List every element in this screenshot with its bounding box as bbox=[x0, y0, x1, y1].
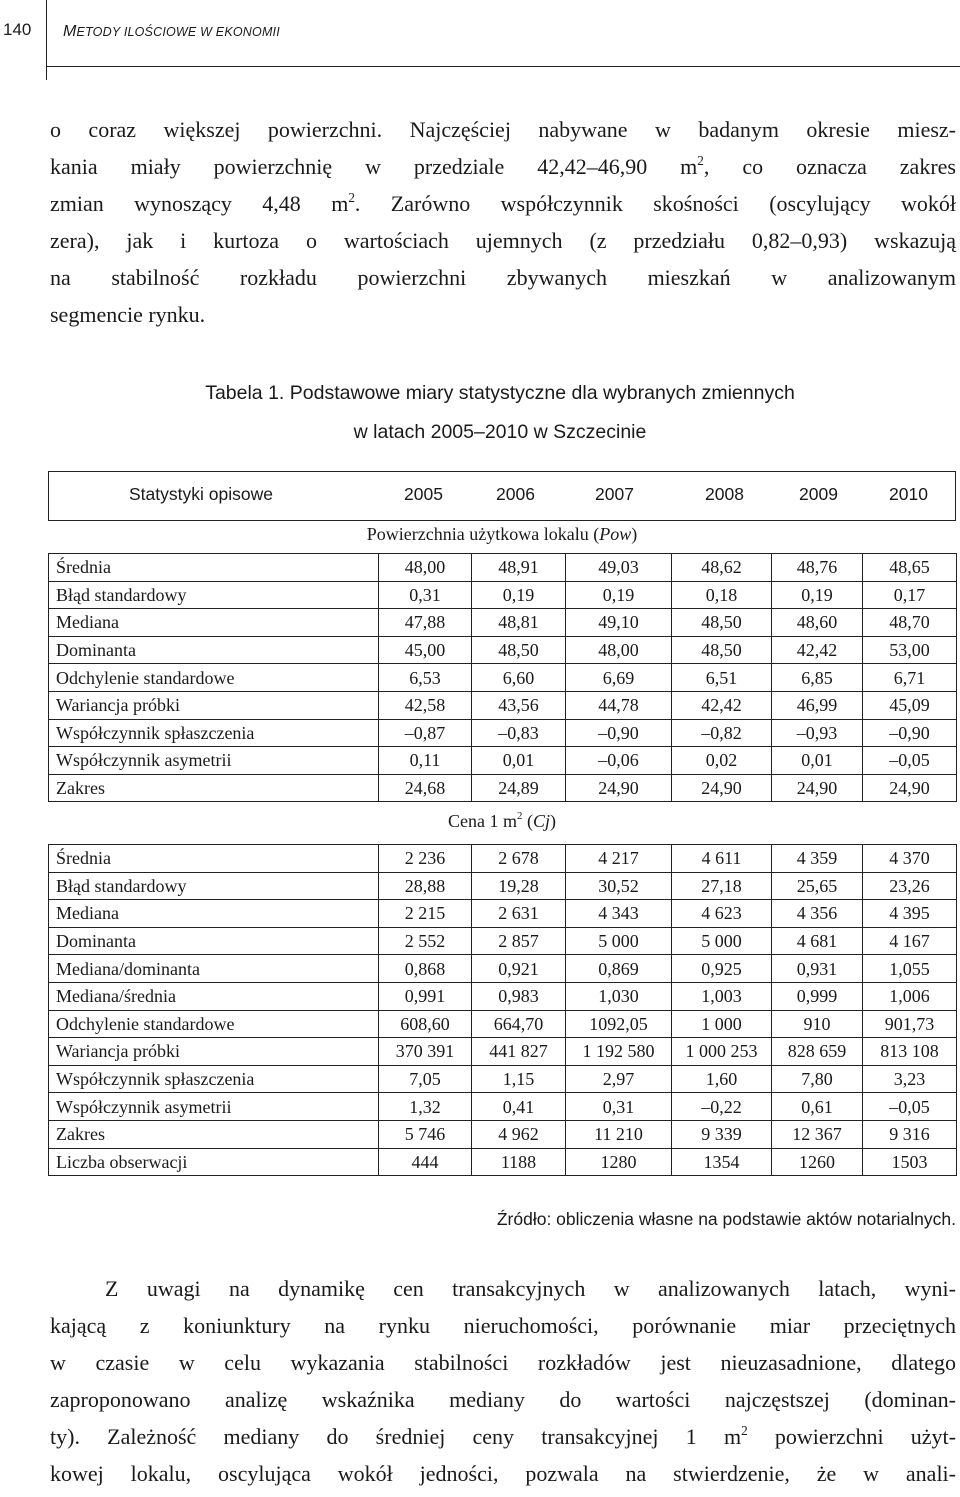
value-cell: 0,01 bbox=[472, 747, 566, 775]
value-cell: 2 215 bbox=[379, 900, 472, 928]
table-row bbox=[49, 900, 957, 928]
table-row bbox=[49, 747, 957, 775]
value-cell: 42,42 bbox=[772, 636, 863, 664]
paragraph-line: zaproponowano analizę wskaźnika mediany do wartości najczęstszej (dominan- bbox=[50, 1387, 956, 1412]
value-cell: 0,31 bbox=[379, 581, 472, 609]
value-cell: 49,03 bbox=[566, 554, 672, 582]
table-row bbox=[49, 1148, 957, 1176]
paragraph-line: w czasie w celu wykazania stabilności rozkładów jest nieuzasadnione, dlatego bbox=[50, 1350, 956, 1375]
value-cell: 48,50 bbox=[472, 636, 566, 664]
value-cell: 0,868 bbox=[379, 955, 472, 983]
value-cell: 44,78 bbox=[566, 691, 672, 719]
table-row bbox=[49, 554, 957, 582]
table-row bbox=[49, 1065, 957, 1093]
paragraph-bottom bbox=[50, 1270, 956, 1492]
table-row bbox=[49, 691, 957, 719]
value-cell: –0,05 bbox=[863, 747, 957, 775]
value-cell: 48,91 bbox=[472, 554, 566, 582]
value-cell: 23,26 bbox=[863, 872, 957, 900]
value-cell: 48,50 bbox=[672, 636, 772, 664]
row-label: Dominanta bbox=[49, 927, 379, 955]
value-cell: 53,00 bbox=[863, 636, 957, 664]
value-cell: 12 367 bbox=[772, 1120, 863, 1148]
value-cell: 6,53 bbox=[379, 664, 472, 692]
value-cell: 24,89 bbox=[472, 774, 566, 802]
value-cell: 42,58 bbox=[379, 691, 472, 719]
table-row bbox=[49, 581, 957, 609]
value-cell: 0,02 bbox=[672, 747, 772, 775]
value-cell: 0,17 bbox=[863, 581, 957, 609]
header-cell: 2007 bbox=[595, 484, 634, 504]
value-cell: 6,60 bbox=[472, 664, 566, 692]
value-cell: 0,19 bbox=[772, 581, 863, 609]
value-cell: 1260 bbox=[772, 1148, 863, 1176]
value-cell: –0,90 bbox=[863, 719, 957, 747]
value-cell: 48,70 bbox=[863, 609, 957, 637]
row-label: Mediana bbox=[49, 609, 379, 637]
table-caption-line-1: Tabela 1. Podstawowe miary statystyczne dla wybranych zmiennych bbox=[205, 382, 795, 404]
row-label: Średnia bbox=[49, 554, 379, 582]
value-cell: 4 623 bbox=[672, 900, 772, 928]
value-cell: –0,87 bbox=[379, 719, 472, 747]
row-label: Współczynnik spłaszczenia bbox=[49, 719, 379, 747]
paragraph-line: zmian wynoszący 4,48 $m^2$. Zarówno współczynnik skośności (oscylujący wokół bbox=[50, 190, 956, 216]
value-cell: 1,60 bbox=[672, 1065, 772, 1093]
table-header-row bbox=[48, 471, 956, 521]
value-cell: 441 827 bbox=[472, 1038, 566, 1066]
value-cell: 901,73 bbox=[863, 1010, 957, 1038]
value-cell: 2 857 bbox=[472, 927, 566, 955]
value-cell: 4 217 bbox=[566, 845, 672, 873]
table-row bbox=[49, 845, 957, 873]
value-cell: 0,999 bbox=[772, 982, 863, 1010]
value-cell: 444 bbox=[379, 1148, 472, 1176]
value-cell: 0,983 bbox=[472, 982, 566, 1010]
value-cell: 48,00 bbox=[379, 554, 472, 582]
value-cell: 6,69 bbox=[566, 664, 672, 692]
value-cell: 48,81 bbox=[472, 609, 566, 637]
table-row bbox=[49, 609, 957, 637]
header-cell: 2005 bbox=[404, 484, 443, 504]
value-cell: 0,18 bbox=[672, 581, 772, 609]
table-row bbox=[49, 927, 957, 955]
value-cell: 24,90 bbox=[863, 774, 957, 802]
value-cell: 47,88 bbox=[379, 609, 472, 637]
value-cell: 0,991 bbox=[379, 982, 472, 1010]
value-cell: –0,22 bbox=[672, 1093, 772, 1121]
value-cell: 5 746 bbox=[379, 1120, 472, 1148]
header-cell: 2008 bbox=[705, 484, 744, 504]
value-cell: 4 167 bbox=[863, 927, 957, 955]
value-cell: 48,65 bbox=[863, 554, 957, 582]
value-cell: 7,05 bbox=[379, 1065, 472, 1093]
value-cell: 1,003 bbox=[672, 982, 772, 1010]
value-cell: 45,00 bbox=[379, 636, 472, 664]
value-cell: 27,18 bbox=[672, 872, 772, 900]
table-row bbox=[49, 774, 957, 802]
value-cell: 1,32 bbox=[379, 1093, 472, 1121]
header-cell: 2010 bbox=[889, 484, 928, 504]
table-row bbox=[49, 1093, 957, 1121]
price-stats-grid bbox=[48, 844, 957, 1176]
value-cell: 24,90 bbox=[772, 774, 863, 802]
value-cell: 48,76 bbox=[772, 554, 863, 582]
value-cell: 6,85 bbox=[772, 664, 863, 692]
value-cell: 664,70 bbox=[472, 1010, 566, 1038]
value-cell: 45,09 bbox=[863, 691, 957, 719]
value-cell: –0,05 bbox=[863, 1093, 957, 1121]
value-cell: 4 359 bbox=[772, 845, 863, 873]
value-cell: 1188 bbox=[472, 1148, 566, 1176]
value-cell: 1,006 bbox=[863, 982, 957, 1010]
row-label: Dominanta bbox=[49, 636, 379, 664]
header-horizontal-rule bbox=[46, 66, 960, 67]
value-cell: 1092,05 bbox=[566, 1010, 672, 1038]
value-cell: 0,31 bbox=[566, 1093, 672, 1121]
value-cell: 48,50 bbox=[672, 609, 772, 637]
running-title-initial: M bbox=[63, 23, 77, 40]
header-cell: Statystyki opisowe bbox=[129, 484, 273, 504]
value-cell: 1,055 bbox=[863, 955, 957, 983]
value-cell: 1,15 bbox=[472, 1065, 566, 1093]
value-cell: 49,10 bbox=[566, 609, 672, 637]
value-cell: 0,41 bbox=[472, 1093, 566, 1121]
value-cell: 4 356 bbox=[772, 900, 863, 928]
value-cell: 3,23 bbox=[863, 1065, 957, 1093]
value-cell: 4 611 bbox=[672, 845, 772, 873]
table-row bbox=[49, 1038, 957, 1066]
value-cell: 2 552 bbox=[379, 927, 472, 955]
value-cell: –0,82 bbox=[672, 719, 772, 747]
value-cell: 2 631 bbox=[472, 900, 566, 928]
area-stats-grid bbox=[48, 553, 957, 802]
value-cell: 9 339 bbox=[672, 1120, 772, 1148]
value-cell: 0,869 bbox=[566, 955, 672, 983]
paragraph-top bbox=[50, 111, 956, 333]
value-cell: 1503 bbox=[863, 1148, 957, 1176]
value-cell: 48,00 bbox=[566, 636, 672, 664]
value-cell: 42,42 bbox=[672, 691, 772, 719]
paragraph-line: o coraz większej powierzchni. Najczęściej nabywane w badanym okresie miesz- bbox=[50, 117, 956, 142]
row-label: Średnia bbox=[49, 845, 379, 873]
value-cell: –0,93 bbox=[772, 719, 863, 747]
row-label: Współczynnik asymetrii bbox=[49, 747, 379, 775]
row-label: Zakres bbox=[49, 774, 379, 802]
paragraph-line: zera), jak i kurtoza o wartościach ujemnych (z przedziału 0,82–0,93) wskazują bbox=[50, 228, 956, 253]
value-cell: 608,60 bbox=[379, 1010, 472, 1038]
paragraph-line: ty). Zależność mediany do średniej ceny transakcyjnej 1 $m^2$ powierzchni użyt- bbox=[50, 1423, 956, 1449]
row-label: Współczynnik asymetrii bbox=[49, 1093, 379, 1121]
section-title-area: Powierzchnia użytkowa lokalu (Pow) bbox=[366, 524, 638, 544]
value-cell: –0,83 bbox=[472, 719, 566, 747]
row-label: Liczba obserwacji bbox=[49, 1148, 379, 1176]
paragraph-line: kowej lokalu, oscylująca wokół jedności, pozwala na stwierdzenie, że w anali- bbox=[50, 1461, 956, 1486]
value-cell: 0,925 bbox=[672, 955, 772, 983]
value-cell: 28,88 bbox=[379, 872, 472, 900]
value-cell: 48,62 bbox=[672, 554, 772, 582]
value-cell: 910 bbox=[772, 1010, 863, 1038]
table-row bbox=[49, 872, 957, 900]
value-cell: 48,60 bbox=[772, 609, 863, 637]
value-cell: 4 395 bbox=[863, 900, 957, 928]
value-cell: 11 210 bbox=[566, 1120, 672, 1148]
value-cell: 46,99 bbox=[772, 691, 863, 719]
paragraph-line: segmencie rynku. bbox=[50, 302, 206, 327]
value-cell: 1 000 253 bbox=[672, 1038, 772, 1066]
row-label: Zakres bbox=[49, 1120, 379, 1148]
paragraph-line: na stabilność rozkładu powierzchni zbywanych mieszkań w analizowanym bbox=[50, 265, 956, 290]
table-row bbox=[49, 1120, 957, 1148]
row-label: Mediana bbox=[49, 900, 379, 928]
value-cell: 370 391 bbox=[379, 1038, 472, 1066]
value-cell: 813 108 bbox=[863, 1038, 957, 1066]
value-cell: 43,56 bbox=[472, 691, 566, 719]
value-cell: 1 000 bbox=[672, 1010, 772, 1038]
value-cell: 5 000 bbox=[566, 927, 672, 955]
value-cell: 0,19 bbox=[566, 581, 672, 609]
header-cell: 2006 bbox=[496, 484, 535, 504]
value-cell: 24,90 bbox=[672, 774, 772, 802]
value-cell: 25,65 bbox=[772, 872, 863, 900]
value-cell: 2 236 bbox=[379, 845, 472, 873]
table-row bbox=[49, 1010, 957, 1038]
table-caption-line-2: w latach 2005–2010 w Szczecinie bbox=[353, 421, 647, 443]
value-cell: 4 370 bbox=[863, 845, 957, 873]
section-title-price: Cena 1 $m^2$ (Cj) bbox=[448, 810, 556, 831]
value-cell: 0,11 bbox=[379, 747, 472, 775]
value-cell: 24,90 bbox=[566, 774, 672, 802]
value-cell: 5 000 bbox=[672, 927, 772, 955]
value-cell: 6,51 bbox=[672, 664, 772, 692]
value-cell: 2,97 bbox=[566, 1065, 672, 1093]
row-label: Współczynnik spłaszczenia bbox=[49, 1065, 379, 1093]
header-vertical-rule bbox=[46, 0, 47, 80]
paragraph-line: kania miały powierzchnię w przedziale 42,42–46,90 $m^2$, co oznacza zakres bbox=[50, 153, 956, 179]
value-cell: 4 343 bbox=[566, 900, 672, 928]
paragraph-line: kającą z koniunktury na rynku nieruchomości, porównanie miar przeciętnych bbox=[50, 1313, 956, 1338]
table-source-note: Źródło: obliczenia własne na podstawie aktów notarialnych. bbox=[496, 1209, 956, 1229]
value-cell: 1280 bbox=[566, 1148, 672, 1176]
value-cell: 0,61 bbox=[772, 1093, 863, 1121]
value-cell: 24,68 bbox=[379, 774, 472, 802]
value-cell: 828 659 bbox=[772, 1038, 863, 1066]
value-cell: 30,52 bbox=[566, 872, 672, 900]
row-label: Wariancja próbki bbox=[49, 1038, 379, 1066]
table-row bbox=[49, 955, 957, 983]
row-label: Błąd standardowy bbox=[49, 872, 379, 900]
value-cell: 0,01 bbox=[772, 747, 863, 775]
page-number: 140 bbox=[3, 20, 32, 39]
value-cell: 4 681 bbox=[772, 927, 863, 955]
table-row bbox=[49, 719, 957, 747]
value-cell: 0,931 bbox=[772, 955, 863, 983]
running-title-rest: ETODY ILOŚCIOWE W EKONOMII bbox=[76, 25, 280, 39]
row-label: Odchylenie standardowe bbox=[49, 664, 379, 692]
value-cell: 6,71 bbox=[863, 664, 957, 692]
row-label: Wariancja próbki bbox=[49, 691, 379, 719]
value-cell: 0,19 bbox=[472, 581, 566, 609]
row-label: Mediana/dominanta bbox=[49, 955, 379, 983]
table-row bbox=[49, 636, 957, 664]
header-cell: 2009 bbox=[799, 484, 838, 504]
table-row bbox=[49, 982, 957, 1010]
running-title bbox=[63, 23, 280, 41]
value-cell: –0,06 bbox=[566, 747, 672, 775]
row-label: Błąd standardowy bbox=[49, 581, 379, 609]
value-cell: 7,80 bbox=[772, 1065, 863, 1093]
value-cell: 1 192 580 bbox=[566, 1038, 672, 1066]
value-cell: 4 962 bbox=[472, 1120, 566, 1148]
row-label: Mediana/średnia bbox=[49, 982, 379, 1010]
value-cell: 1354 bbox=[672, 1148, 772, 1176]
value-cell: 2 678 bbox=[472, 845, 566, 873]
value-cell: –0,90 bbox=[566, 719, 672, 747]
value-cell: 1,030 bbox=[566, 982, 672, 1010]
value-cell: 0,921 bbox=[472, 955, 566, 983]
paragraph-line: Z uwagi na dynamikę cen transakcyjnych w analizowanych latach, wyni- bbox=[105, 1276, 956, 1301]
row-label: Odchylenie standardowe bbox=[49, 1010, 379, 1038]
value-cell: 19,28 bbox=[472, 872, 566, 900]
value-cell: 9 316 bbox=[863, 1120, 957, 1148]
table-row bbox=[49, 664, 957, 692]
